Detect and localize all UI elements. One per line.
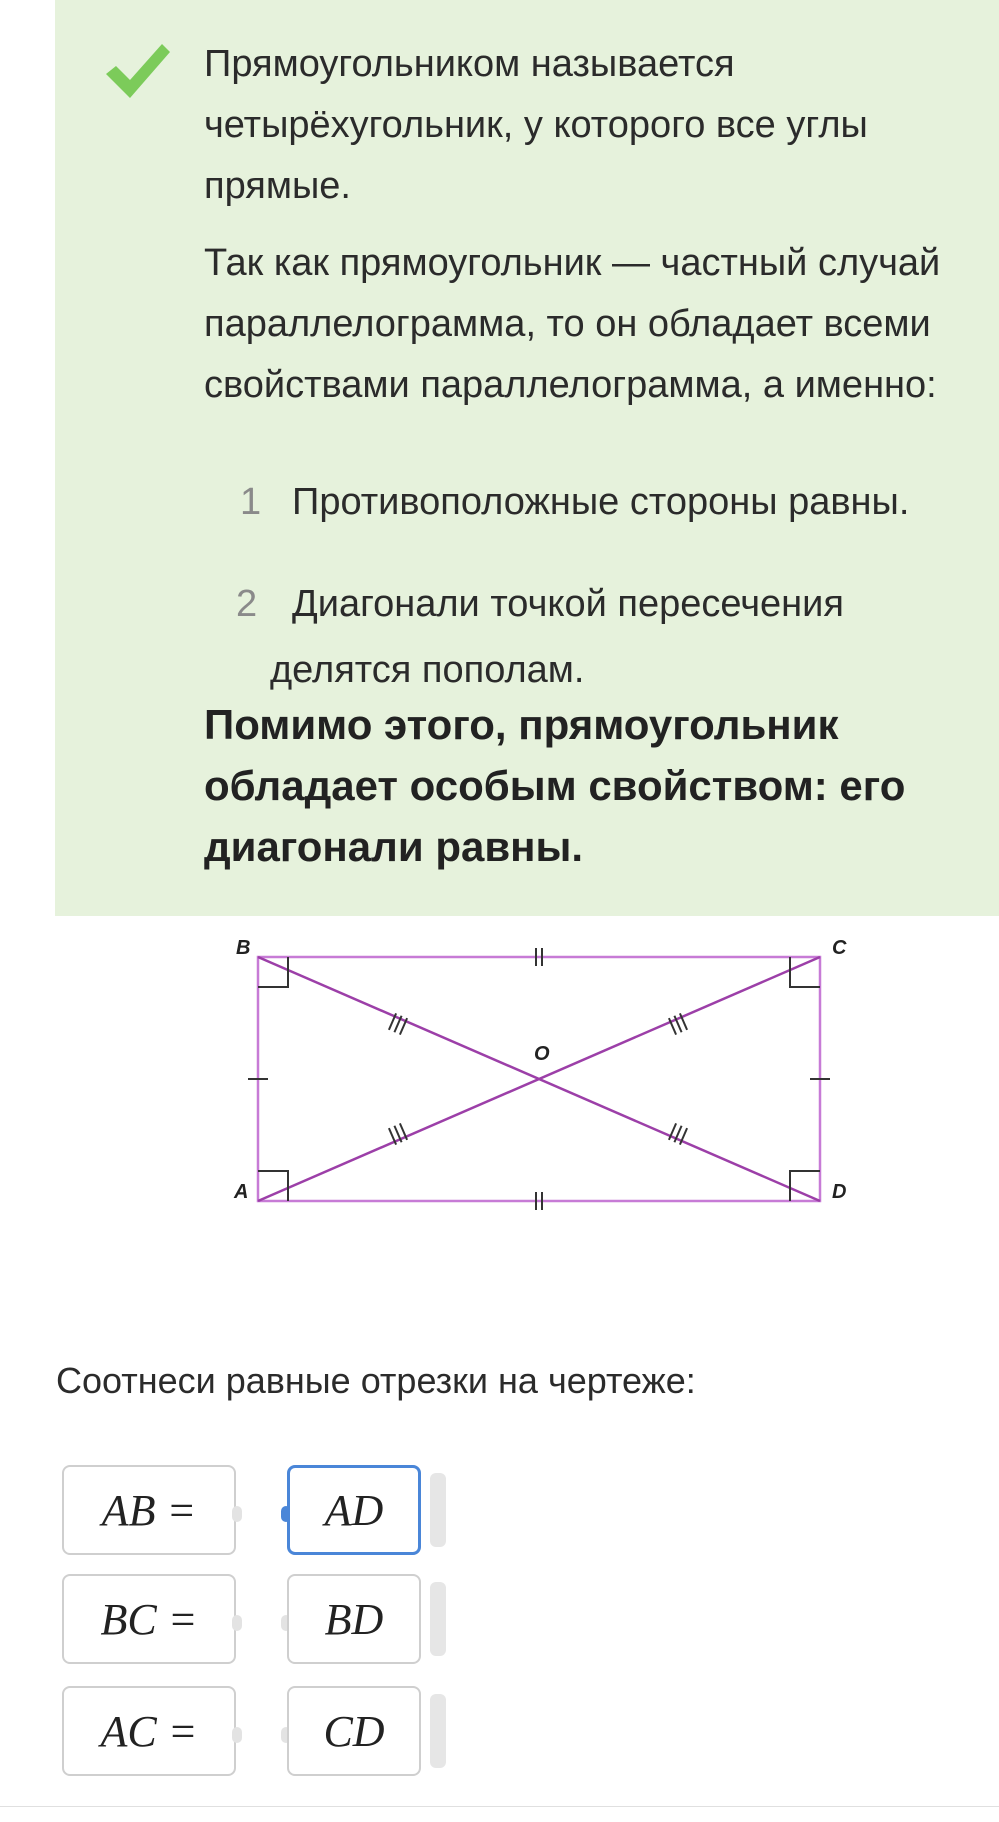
right-angle-a	[258, 1171, 288, 1201]
right-angle-b	[258, 957, 288, 987]
property-number-1: 1	[240, 481, 262, 523]
connector-dot-left-2[interactable]	[232, 1615, 242, 1631]
right-angle-d	[790, 1171, 820, 1201]
label-a: A	[234, 1181, 249, 1203]
label-b: B	[236, 937, 251, 959]
definition-text: Прямоугольником называется четырёхугольник, у которого все углы прямые.	[204, 43, 868, 207]
property-text-1: Противоположные стороны равны.	[292, 481, 910, 523]
right-card-bd[interactable]: BD	[287, 1574, 421, 1664]
left-card-bc[interactable]: BC =	[62, 1574, 236, 1664]
intro-text: Так как прямоугольник — частный случай параллелограмма, то он обладает всеми свойствами параллелограмма, а именно:	[204, 242, 941, 406]
label-d: D	[832, 1181, 847, 1203]
bottom-divider	[0, 1806, 999, 1807]
drag-handle-3[interactable]	[430, 1694, 446, 1768]
connector-dot-left-1[interactable]	[232, 1506, 242, 1522]
left-card-ab[interactable]: AB =	[62, 1465, 236, 1555]
rectangle-diagram	[220, 930, 860, 1220]
right-card-ad[interactable]: AD	[287, 1465, 421, 1555]
property-text-2b: делятся пополам.	[270, 649, 585, 691]
left-card-ac[interactable]: AC =	[62, 1686, 236, 1776]
drag-handle-1[interactable]	[430, 1473, 446, 1547]
right-angle-c	[790, 957, 820, 987]
property-text-2a: Диагонали точкой пересечения	[292, 583, 844, 625]
drag-handle-2[interactable]	[430, 1582, 446, 1656]
task-prompt: Соотнеси равные отрезки на чертеже:	[56, 1360, 696, 1401]
label-o: O	[534, 1043, 550, 1065]
special-property-text: Помимо этого, прямоугольник обладает особым свойством: его диагонали равны.	[204, 701, 906, 870]
label-c: C	[832, 937, 847, 959]
connector-dot-left-3[interactable]	[232, 1727, 242, 1743]
right-card-cd[interactable]: CD	[287, 1686, 421, 1776]
property-number-2: 2	[236, 583, 258, 625]
checkmark-icon	[102, 40, 172, 102]
